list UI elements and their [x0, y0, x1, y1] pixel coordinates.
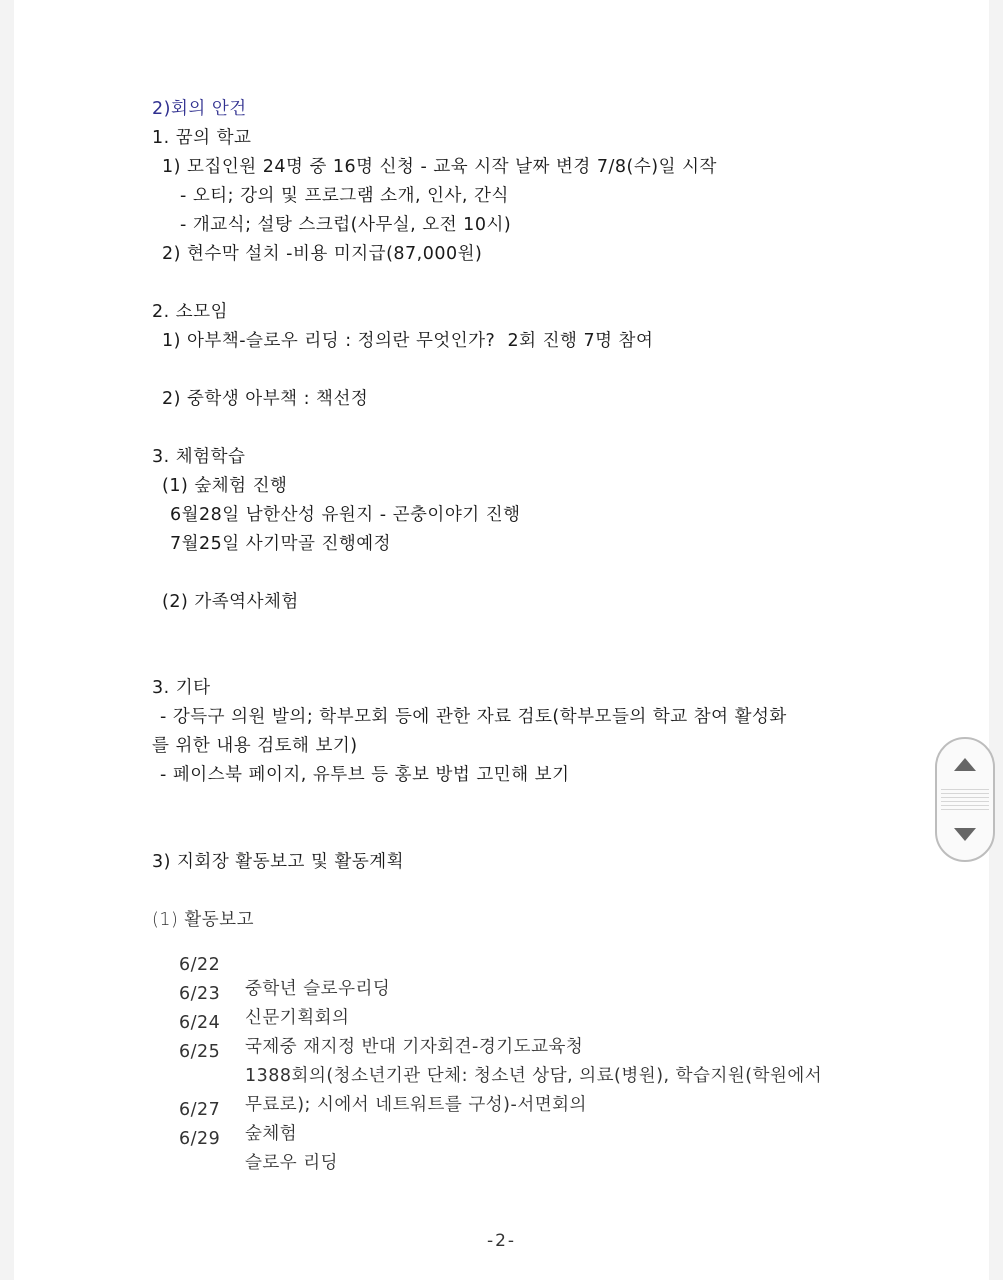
item1-line3: - 개교식; 설탕 스크럽(사무실, 오전 10시) [180, 215, 512, 235]
page-number: -2- [486, 1231, 517, 1251]
activity-text: 중학년 슬로우리딩 [245, 979, 391, 999]
item1-title: 1. 꿈의 학교 [152, 128, 252, 148]
item1-line2: - 오티; 강의 및 프로그램 소개, 인사, 간식 [180, 186, 509, 206]
activity-date: 6/29 [179, 1129, 221, 1149]
triangle-down-icon [937, 816, 993, 854]
activity-text: 신문기획회의 [245, 1008, 350, 1028]
activity-text: 무료로); 시에서 네트워트를 구성)-서면회의 [245, 1095, 587, 1115]
item4-line1: - 강득구 의원 발의; 학부모회 등에 관한 자료 검토(학부모들의 학교 참여 활성화 [160, 707, 787, 727]
item3-title: 3. 체험학습 [152, 447, 246, 467]
scroll-grip[interactable] [941, 789, 989, 811]
activity-date: 6/25 [179, 1042, 221, 1062]
item1-line4: 2) 현수막 설치 -비용 미지급(87,000원) [162, 244, 483, 264]
scroll-widget[interactable] [935, 737, 995, 862]
activity-text: 숲체험 [245, 1124, 298, 1144]
triangle-up-icon [937, 745, 993, 783]
item3-line4: (2) 가족역사체험 [162, 592, 299, 612]
item3-line2: 6월28일 남한산성 유원지 - 곤충이야기 진행 [170, 505, 521, 525]
document-page [14, 0, 989, 1280]
item1-line1: 1) 모집인원 24명 중 16명 신청 - 교육 시작 날짜 변경 7/8(수)일 시작 [162, 157, 717, 177]
activity-text: 국제중 재지정 반대 기자회견-경기도교육청 [245, 1037, 584, 1057]
item2-line1: 1) 아부책-슬로우 리딩 : 정의란 무엇인가? 2회 진행 7명 참여 [162, 331, 654, 351]
activity-text: 1388회의(청소년기관 단체: 청소년 상담, 의료(병원), 학습지원(학원에서 [245, 1066, 823, 1086]
item4-line3: - 페이스북 페이지, 유투브 등 홍보 방법 고민해 보기 [160, 765, 570, 785]
scroll-up-button[interactable] [937, 745, 993, 783]
item4-line2: 를 위한 내용 검토해 보기) [152, 736, 358, 756]
section-title: 2)회의 안건 [152, 99, 247, 119]
section3-title: 3) 지회장 활동보고 및 활동계획 [152, 852, 405, 872]
activity-date: 6/27 [179, 1100, 221, 1120]
item3-line3: 7월25일 사기막골 진행예정 [170, 534, 392, 554]
item3-line1: (1) 숲체험 진행 [162, 476, 288, 496]
scroll-down-button[interactable] [937, 816, 993, 854]
activity-text: 슬로우 리딩 [245, 1153, 339, 1173]
activity-title: (1) 활동보고 [152, 910, 254, 930]
item4-title: 3. 기타 [152, 678, 211, 698]
activity-date: 6/22 [179, 955, 221, 975]
activity-date: 6/23 [179, 984, 221, 1004]
item2-title: 2. 소모임 [152, 302, 228, 322]
activity-date: 6/24 [179, 1013, 221, 1033]
item2-line2: 2) 중학생 아부책 : 책선정 [162, 389, 369, 409]
